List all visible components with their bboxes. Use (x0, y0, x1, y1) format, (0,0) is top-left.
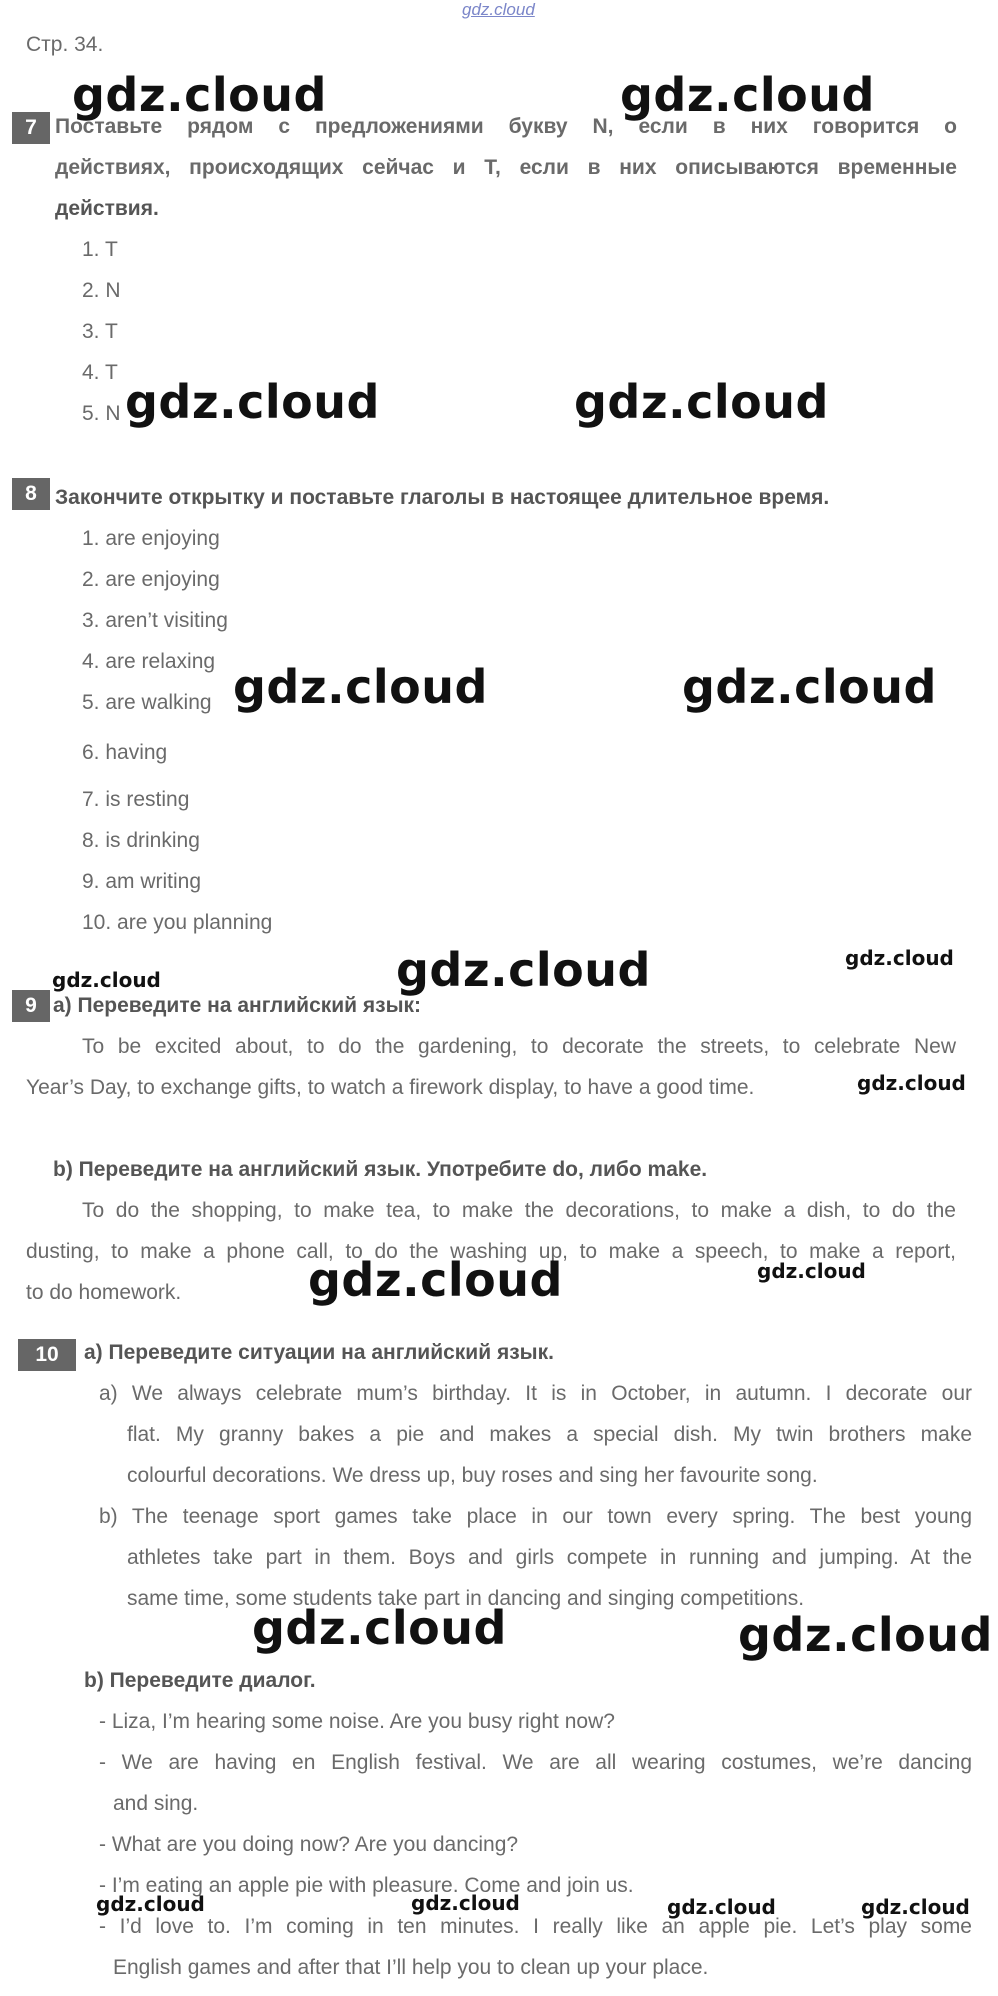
task-9b-line-1: To do the shopping, to make tea, to make the decorations, to make a dish, to do the (82, 1199, 956, 1222)
task-9a-line-1: To be excited about, to do the gardening, to decorate the streets, to celebrate New (82, 1035, 956, 1058)
dialog-line-4: - What are you doing now? Are you dancing? (99, 1833, 519, 1856)
task-10a-situation-b-line-2: athletes take part in them. Boys and girls compete in running and jumping. At the (127, 1546, 972, 1569)
task-8-answer-6: 6. having (82, 741, 168, 764)
watermark: gdz.cloud (252, 1601, 507, 1655)
task-7-answer-2: 2. N (82, 279, 121, 302)
task-8-answer-4: 4. are relaxing (82, 650, 216, 673)
task-7-line-1: Поставьте рядом с предложениями букву N, если в них говорится о (55, 115, 957, 138)
dialog-line-3: and sing. (113, 1792, 199, 1815)
task-7-answer-1: 1. T (82, 238, 118, 261)
task-9-number: 9 (12, 990, 50, 1022)
watermark: gdz.cloud (682, 660, 937, 714)
task-7-line-2: действиях, происходящих сейчас и Т, если в них описываются временные (55, 156, 957, 179)
task-7-answer-3: 3. T (82, 320, 118, 343)
watermark: gdz.cloud (845, 946, 954, 970)
task-8-answer-3: 3. aren’t visiting (82, 609, 228, 632)
task-8-answer-10: 10. are you planning (82, 911, 273, 934)
watermark: gdz.cloud (411, 1891, 520, 1915)
task-9a-line-2: Year’s Day, to exchange gifts, to watch a firework display, to have a good time. (26, 1076, 755, 1099)
dialog-line-2: - We are having en English festival. We are all wearing costumes, we’re dancing (99, 1751, 972, 1774)
task-10-number: 10 (18, 1339, 76, 1371)
task-10b-title: b) Переведите диалог. (84, 1669, 316, 1692)
task-7-answer-4: 4. T (82, 361, 118, 384)
watermark: gdz.cloud (396, 943, 651, 997)
task-7-number: 7 (12, 112, 50, 144)
watermark: gdz.cloud (574, 375, 829, 429)
watermark: gdz.cloud (738, 1608, 993, 1662)
watermark: gdz.cloud (667, 1895, 776, 1919)
task-8-answer-8: 8. is drinking (82, 829, 200, 852)
task-10a-situation-a-line-3: colourful decorations. We dress up, buy roses and sing her favourite song. (127, 1464, 818, 1487)
watermark: gdz.cloud (233, 660, 488, 714)
watermark: gdz.cloud (757, 1259, 866, 1283)
task-8-answer-9: 9. am writing (82, 870, 202, 893)
task-9a-title: a) Переведите на английский язык: (53, 994, 422, 1017)
page-label: Стр. 34. (26, 33, 104, 56)
watermark: gdz.cloud (620, 68, 875, 122)
task-8-answer-5: 5. are walking (82, 691, 212, 714)
task-10a-situation-b-line-1: b) The teenage sport games take place in our town every spring. The best young (99, 1505, 972, 1528)
task-8-number: 8 (12, 478, 50, 510)
task-8-answer-1: 1. are enjoying (82, 527, 220, 550)
dialog-line-1: - Liza, I’m hearing some noise. Are you busy right now? (99, 1710, 615, 1733)
task-7-line-3: действия. (55, 197, 159, 220)
dialog-line-7: English games and after that I’ll help you to clean up your place. (113, 1956, 709, 1979)
watermark: gdz.cloud (125, 375, 380, 429)
watermark: gdz.cloud (861, 1895, 970, 1919)
dialog-line-6: - I’d love to. I’m coming in ten minutes. I really like an apple pie. Let’s play some (99, 1915, 972, 1938)
task-10a-situation-a-line-1: a) We always celebrate mum’s birthday. It is in October, in autumn. I decorate our (99, 1382, 972, 1405)
task-8-answer-2: 2. are enjoying (82, 568, 220, 591)
site-link[interactable]: gdz.cloud (462, 0, 535, 19)
task-9b-title: b) Переведите на английский язык. Употребите do, либо make. (53, 1158, 708, 1181)
task-10a-situation-b-line-3: same time, some students take part in dancing and singing competitions. (127, 1587, 805, 1610)
task-9b-line-2: dusting, to make a phone call, to do the washing up, to make a speech, to make a report, (26, 1240, 956, 1263)
task-8-title: Закончите открытку и поставьте глаголы в настоящее длительное время. (55, 486, 830, 509)
dialog-line-5: - I’m eating an apple pie with pleasure. Come and join us. (99, 1874, 634, 1897)
task-8-answer-7: 7. is resting (82, 788, 190, 811)
watermark: gdz.cloud (72, 68, 327, 122)
task-10a-title: a) Переведите ситуации на английский язык. (84, 1341, 554, 1364)
watermark: gdz.cloud (857, 1071, 966, 1095)
watermark: gdz.cloud (96, 1892, 205, 1916)
task-9b-line-3: to do homework. (26, 1281, 182, 1304)
task-7-answer-5: 5. N (82, 402, 121, 425)
watermark: gdz.cloud (308, 1253, 563, 1307)
task-10a-situation-a-line-2: flat. My granny bakes a pie and makes a special dish. My twin brothers make (127, 1423, 972, 1446)
watermark: gdz.cloud (52, 968, 161, 992)
